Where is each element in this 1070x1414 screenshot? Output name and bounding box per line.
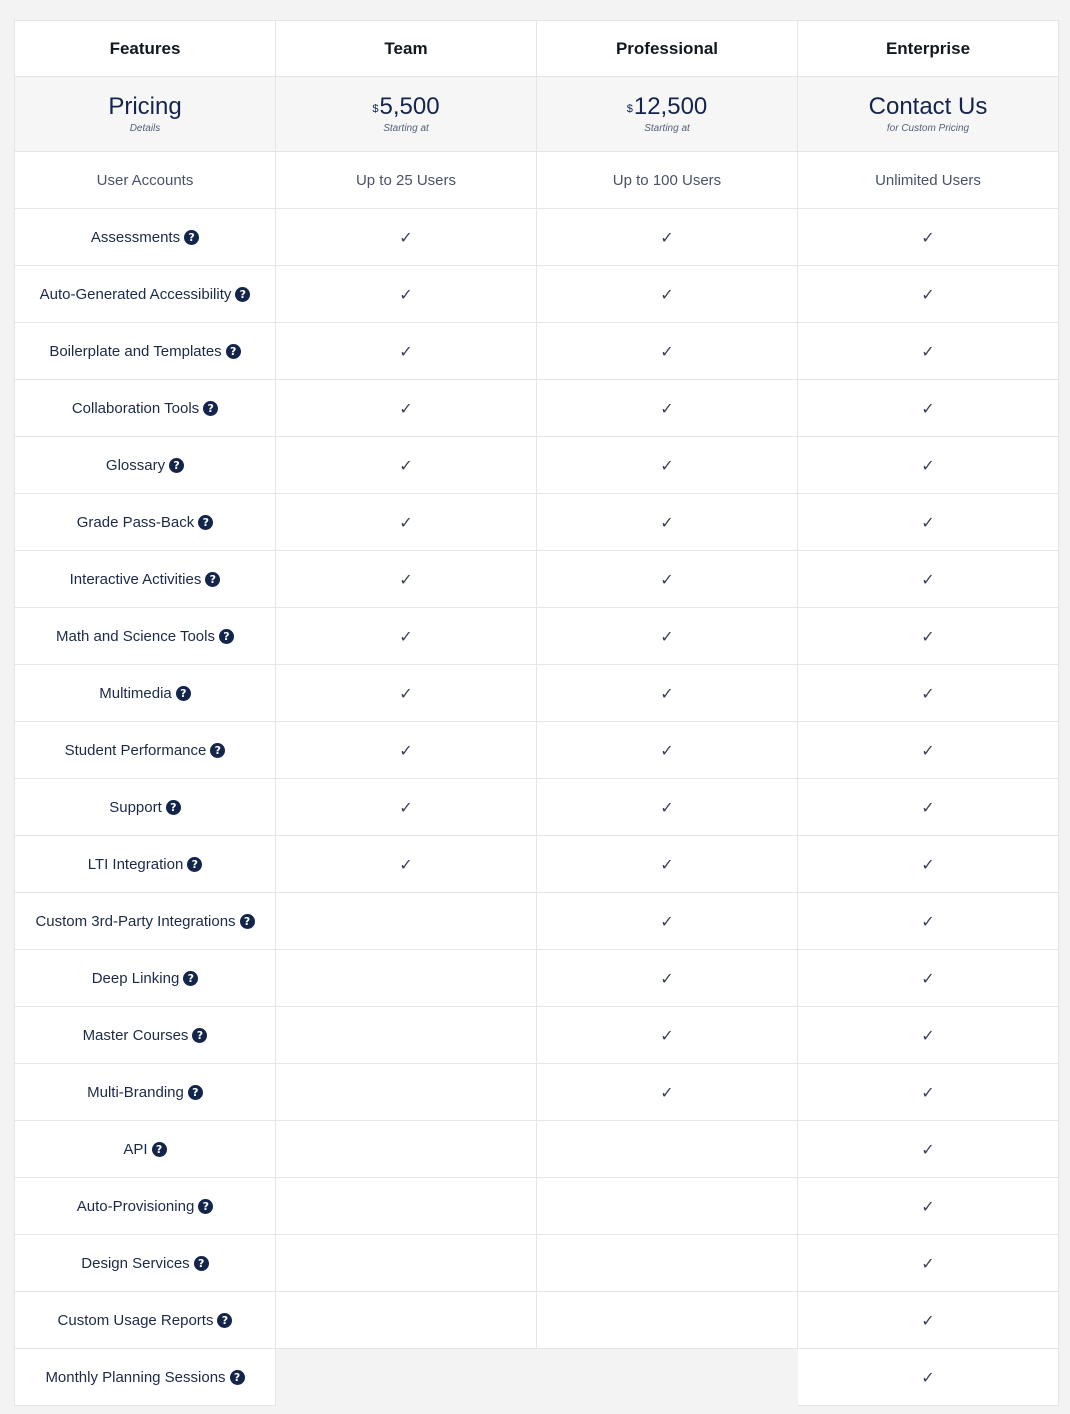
- enterprise-feature-cell: [798, 437, 1059, 494]
- checkmark-icon: ✓: [921, 1082, 935, 1102]
- feature-name-cell: [15, 893, 276, 950]
- enterprise-feature-cell: [798, 665, 1059, 722]
- feature-name-cell: [15, 380, 276, 437]
- enterprise-feature-cell: [798, 1178, 1059, 1235]
- team-price: [372, 94, 439, 120]
- checkmark-icon: ✓: [660, 797, 674, 817]
- pricing-label: Pricing: [108, 93, 182, 120]
- help-question-icon[interactable]: ?: [240, 914, 255, 929]
- checkmark-icon: ✓: [660, 968, 674, 988]
- help-question-icon[interactable]: ?: [194, 1256, 209, 1271]
- checkmark-icon: ✓: [399, 569, 413, 589]
- feature-name-cell: [15, 209, 276, 266]
- checkmark-icon: ✓: [399, 626, 413, 646]
- checkmark-icon: ✓: [399, 797, 413, 817]
- professional-feature-cell: [537, 1121, 798, 1178]
- team-feature-cell: [276, 893, 537, 950]
- enterprise-feature-cell: [798, 494, 1059, 551]
- feature-name: Student Performance: [64, 741, 207, 759]
- checkmark-icon: ✓: [399, 341, 413, 361]
- checkmark-icon: ✓: [660, 1082, 674, 1102]
- professional-feature-cell: [537, 950, 798, 1007]
- professional-feature-cell: [537, 209, 798, 266]
- checkmark-icon: ✓: [660, 683, 674, 703]
- feature-row: [15, 551, 1059, 608]
- professional-feature-cell: [537, 1007, 798, 1064]
- team-feature-cell: [276, 1349, 537, 1406]
- team-feature-cell: [276, 779, 537, 836]
- team-feature-cell: [276, 1007, 537, 1064]
- feature-name: Support: [109, 798, 162, 816]
- feature-name-cell: [15, 1007, 276, 1064]
- enterprise-feature-cell: [798, 1121, 1059, 1178]
- professional-feature-cell: [537, 380, 798, 437]
- feature-name: Glossary: [105, 456, 166, 474]
- enterprise-feature-cell: [798, 779, 1059, 836]
- pricing-row: [15, 77, 1059, 152]
- professional-feature-cell: [537, 1235, 798, 1292]
- checkmark-icon: ✓: [399, 512, 413, 532]
- feature-name-cell: [15, 1235, 276, 1292]
- feature-name-cell: [15, 779, 276, 836]
- enterprise-feature-cell: [798, 551, 1059, 608]
- user-accounts-label: User Accounts: [15, 152, 276, 209]
- team-feature-cell: [276, 266, 537, 323]
- checkmark-icon: ✓: [921, 398, 935, 418]
- team-feature-cell: [276, 608, 537, 665]
- help-question-icon[interactable]: ?: [183, 971, 198, 986]
- enterprise-contact-link[interactable]: Contact Us: [868, 93, 988, 120]
- help-question-icon[interactable]: ?: [205, 572, 220, 587]
- professional-feature-cell: [537, 1292, 798, 1349]
- checkmark-icon: ✓: [921, 455, 935, 475]
- help-question-icon[interactable]: ?: [198, 515, 213, 530]
- checkmark-icon: ✓: [921, 1367, 935, 1387]
- feature-name-cell: [15, 1121, 276, 1178]
- feature-name: Grade Pass-Back: [76, 513, 195, 531]
- checkmark-icon: ✓: [660, 512, 674, 532]
- team-feature-cell: [276, 494, 537, 551]
- enterprise-price-sub: for Custom Pricing: [886, 123, 970, 134]
- feature-name: Collaboration Tools: [71, 399, 200, 417]
- professional-feature-cell: [537, 779, 798, 836]
- help-question-icon[interactable]: ?: [210, 743, 225, 758]
- checkmark-icon: ✓: [399, 227, 413, 247]
- feature-row: [15, 722, 1059, 779]
- enterprise-feature-cell: [798, 323, 1059, 380]
- team-currency: $: [372, 103, 379, 115]
- feature-name: Custom Usage Reports: [57, 1311, 214, 1329]
- help-question-icon[interactable]: ?: [187, 857, 202, 872]
- team-column-header: Team: [276, 21, 537, 77]
- enterprise-feature-cell: [798, 1064, 1059, 1121]
- feature-name: Auto-Provisioning: [76, 1197, 195, 1215]
- header-row: [15, 21, 1059, 77]
- feature-row: [15, 1178, 1059, 1235]
- pricing-comparison-table: [14, 20, 1059, 1406]
- professional-feature-cell: [537, 722, 798, 779]
- checkmark-icon: ✓: [399, 683, 413, 703]
- professional-feature-cell: [537, 665, 798, 722]
- checkmark-icon: ✓: [921, 854, 935, 874]
- feature-name-cell: [15, 494, 276, 551]
- feature-name: Auto-Generated Accessibility: [39, 285, 232, 303]
- feature-name: Design Services: [81, 1254, 190, 1272]
- checkmark-icon: ✓: [399, 854, 413, 874]
- feature-name: Math and Science Tools: [56, 627, 215, 645]
- feature-name: Multimedia: [99, 684, 172, 702]
- team-feature-cell: [276, 836, 537, 893]
- feature-name-cell: [15, 437, 276, 494]
- feature-row: [15, 1292, 1059, 1349]
- help-question-icon[interactable]: ?: [198, 1199, 213, 1214]
- professional-price: [627, 94, 708, 120]
- help-question-icon[interactable]: ?: [184, 230, 199, 245]
- checkmark-icon: ✓: [660, 1025, 674, 1045]
- feature-row: [15, 266, 1059, 323]
- professional-price-sub: Starting at: [644, 123, 690, 134]
- team-feature-cell: [276, 380, 537, 437]
- feature-row: [15, 893, 1059, 950]
- checkmark-icon: ✓: [660, 569, 674, 589]
- enterprise-feature-cell: [798, 380, 1059, 437]
- enterprise-feature-cell: [798, 1292, 1059, 1349]
- pricing-label-sub: Details: [129, 123, 161, 134]
- checkmark-icon: ✓: [921, 1310, 935, 1330]
- feature-row: [15, 437, 1059, 494]
- professional-feature-cell: [537, 893, 798, 950]
- help-question-icon[interactable]: ?: [169, 458, 184, 473]
- team-feature-cell: [276, 1178, 537, 1235]
- help-question-icon[interactable]: ?: [230, 1370, 245, 1385]
- feature-name-cell: [15, 608, 276, 665]
- checkmark-icon: ✓: [921, 683, 935, 703]
- professional-feature-cell: [537, 437, 798, 494]
- enterprise-feature-cell: [798, 1007, 1059, 1064]
- feature-name-cell: [15, 1178, 276, 1235]
- checkmark-icon: ✓: [660, 854, 674, 874]
- feature-row: [15, 665, 1059, 722]
- team-feature-cell: [276, 209, 537, 266]
- feature-row: [15, 779, 1059, 836]
- professional-feature-cell: [537, 1178, 798, 1235]
- feature-name: Master Courses: [82, 1026, 189, 1044]
- professional-feature-cell: [537, 1349, 798, 1406]
- feature-row: [15, 950, 1059, 1007]
- help-question-icon[interactable]: ?: [219, 629, 234, 644]
- professional-feature-cell: [537, 494, 798, 551]
- help-question-icon[interactable]: ?: [203, 401, 218, 416]
- enterprise-feature-cell: [798, 1349, 1059, 1406]
- enterprise-feature-cell: [798, 836, 1059, 893]
- checkmark-icon: ✓: [921, 1253, 935, 1273]
- checkmark-icon: ✓: [921, 1196, 935, 1216]
- team-feature-cell: [276, 1121, 537, 1178]
- professional-feature-cell: [537, 266, 798, 323]
- team-feature-cell: [276, 1064, 537, 1121]
- checkmark-icon: ✓: [660, 227, 674, 247]
- feature-row: [15, 836, 1059, 893]
- feature-row: [15, 1007, 1059, 1064]
- professional-feature-cell: [537, 608, 798, 665]
- enterprise-feature-cell: [798, 950, 1059, 1007]
- checkmark-icon: ✓: [921, 740, 935, 760]
- feature-name: API: [123, 1140, 148, 1158]
- feature-row: [15, 209, 1059, 266]
- enterprise-price-cell: [798, 77, 1059, 152]
- checkmark-icon: ✓: [660, 284, 674, 304]
- professional-user-accounts: Up to 100 Users: [537, 152, 798, 209]
- team-feature-cell: [276, 1235, 537, 1292]
- feature-row: [15, 323, 1059, 380]
- checkmark-icon: ✓: [399, 455, 413, 475]
- feature-row: [15, 494, 1059, 551]
- checkmark-icon: ✓: [660, 626, 674, 646]
- checkmark-icon: ✓: [921, 797, 935, 817]
- help-question-icon[interactable]: ?: [217, 1313, 232, 1328]
- checkmark-icon: ✓: [921, 968, 935, 988]
- feature-name-cell: [15, 950, 276, 1007]
- feature-name-cell: [15, 266, 276, 323]
- feature-name-cell: [15, 323, 276, 380]
- team-feature-cell: [276, 722, 537, 779]
- feature-name: LTI Integration: [87, 855, 184, 873]
- feature-name: Deep Linking: [91, 969, 180, 987]
- feature-name: Multi-Branding: [87, 1083, 184, 1101]
- checkmark-icon: ✓: [921, 341, 935, 361]
- help-question-icon[interactable]: ?: [152, 1142, 167, 1157]
- feature-name-cell: [15, 836, 276, 893]
- team-price-cell: [276, 77, 537, 152]
- checkmark-icon: ✓: [660, 911, 674, 931]
- professional-price-cell: [537, 77, 798, 152]
- checkmark-icon: ✓: [921, 911, 935, 931]
- enterprise-user-accounts: Unlimited Users: [798, 152, 1059, 209]
- professional-feature-cell: [537, 836, 798, 893]
- feature-name-cell: [15, 1064, 276, 1121]
- help-question-icon[interactable]: ?: [235, 287, 250, 302]
- team-price-sub: Starting at: [383, 123, 429, 134]
- feature-name-cell: [15, 1292, 276, 1349]
- feature-name-cell: [15, 665, 276, 722]
- enterprise-feature-cell: [798, 209, 1059, 266]
- features-column-header: Features: [15, 21, 276, 77]
- feature-row: [15, 1235, 1059, 1292]
- pricing-label-cell: [15, 77, 276, 152]
- feature-name: Boilerplate and Templates: [49, 342, 222, 360]
- feature-name-cell: [15, 722, 276, 779]
- help-question-icon[interactable]: ?: [192, 1028, 207, 1043]
- enterprise-column-header: Enterprise: [798, 21, 1059, 77]
- feature-row: [15, 1064, 1059, 1121]
- enterprise-feature-cell: [798, 608, 1059, 665]
- feature-name: Assessments: [90, 228, 181, 246]
- professional-feature-cell: [537, 1064, 798, 1121]
- team-feature-cell: [276, 950, 537, 1007]
- checkmark-icon: ✓: [660, 341, 674, 361]
- checkmark-icon: ✓: [399, 740, 413, 760]
- help-question-icon[interactable]: ?: [176, 686, 191, 701]
- help-question-icon[interactable]: ?: [226, 344, 241, 359]
- checkmark-icon: ✓: [921, 1025, 935, 1045]
- professional-price-value: 12,500: [633, 93, 708, 120]
- help-question-icon[interactable]: ?: [166, 800, 181, 815]
- feature-name: Interactive Activities: [69, 570, 202, 588]
- team-user-accounts: Up to 25 Users: [276, 152, 537, 209]
- professional-column-header: Professional: [537, 21, 798, 77]
- professional-feature-cell: [537, 323, 798, 380]
- checkmark-icon: ✓: [921, 569, 935, 589]
- checkmark-icon: ✓: [921, 1139, 935, 1159]
- checkmark-icon: ✓: [660, 398, 674, 418]
- checkmark-icon: ✓: [921, 284, 935, 304]
- checkmark-icon: ✓: [399, 284, 413, 304]
- feature-name-cell: [15, 1349, 276, 1406]
- enterprise-feature-cell: [798, 266, 1059, 323]
- feature-row: [15, 1349, 1059, 1406]
- team-feature-cell: [276, 1292, 537, 1349]
- feature-row: [15, 1121, 1059, 1178]
- feature-name: Custom 3rd-Party Integrations: [35, 912, 236, 930]
- help-question-icon[interactable]: ?: [188, 1085, 203, 1100]
- feature-row: [15, 608, 1059, 665]
- professional-currency: $: [626, 103, 633, 115]
- checkmark-icon: ✓: [660, 455, 674, 475]
- enterprise-feature-cell: [798, 893, 1059, 950]
- checkmark-icon: ✓: [921, 512, 935, 532]
- team-feature-cell: [276, 323, 537, 380]
- team-feature-cell: [276, 551, 537, 608]
- checkmark-icon: ✓: [921, 626, 935, 646]
- professional-feature-cell: [537, 551, 798, 608]
- feature-row: [15, 380, 1059, 437]
- team-price-value: 5,500: [379, 93, 440, 120]
- feature-name-cell: [15, 551, 276, 608]
- enterprise-feature-cell: [798, 1235, 1059, 1292]
- feature-name: Monthly Planning Sessions: [45, 1368, 226, 1386]
- team-feature-cell: [276, 665, 537, 722]
- checkmark-icon: ✓: [399, 398, 413, 418]
- user-accounts-row: [15, 152, 1059, 209]
- checkmark-icon: ✓: [660, 740, 674, 760]
- checkmark-icon: ✓: [921, 227, 935, 247]
- enterprise-feature-cell: [798, 722, 1059, 779]
- team-feature-cell: [276, 437, 537, 494]
